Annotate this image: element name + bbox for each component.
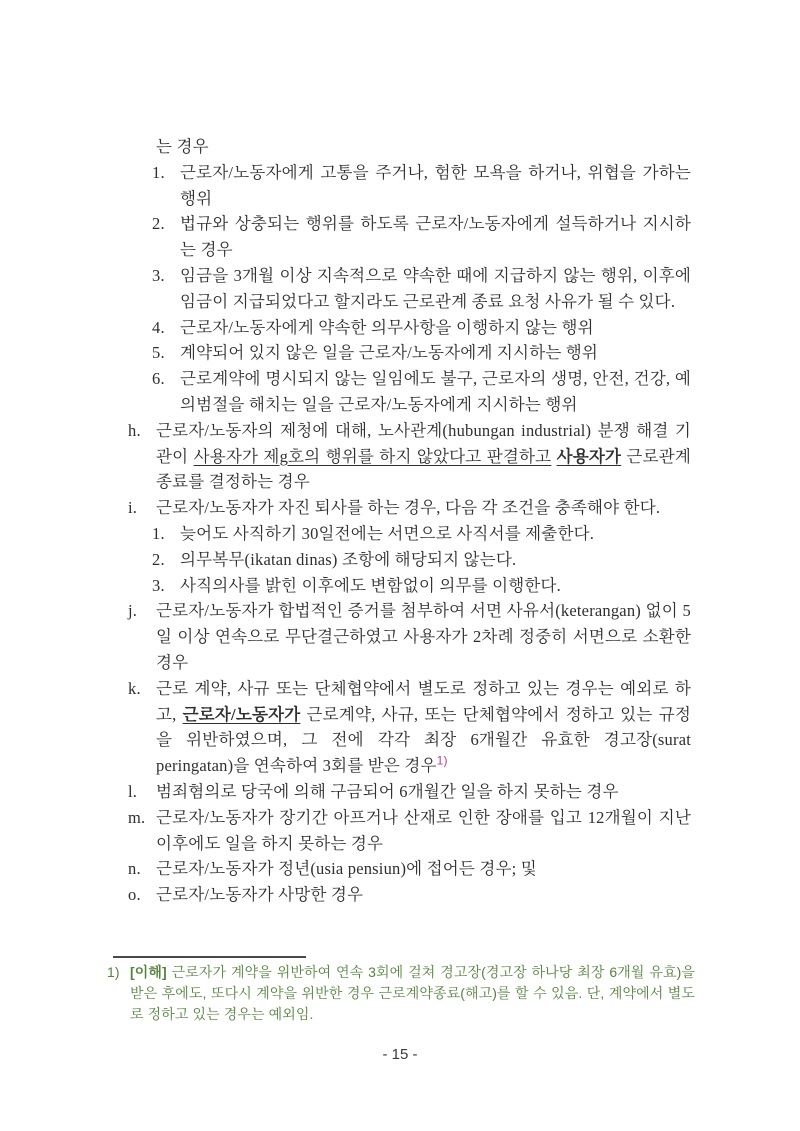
list-item-text: 의무복무(ikatan dinas) 조항에 해당되지 않는다.: [180, 549, 517, 569]
list-item-text: 근로자/노동자에게 고통을 주거나, 험한 모욕을 하거나, 위협을 가하는 행위: [180, 162, 691, 208]
page-number: - 15 -: [382, 1046, 418, 1063]
list-item-text: 범죄혐의로 당국에 의해 구금되어 6개월간 일을 하지 못하는 경우: [156, 781, 619, 801]
list-item-text: 근로자/노동자가 자진 퇴사를 하는 경우, 다음 각 조건을 충족해야 한다.: [156, 498, 661, 518]
list-marker: 6.: [152, 369, 165, 389]
list-item-text: [156, 676, 691, 779]
list-marker: 2.: [152, 549, 165, 569]
list-item-text: 늦어도 사직하기 30일전에는 서면으로 사직서를 제출한다.: [180, 523, 595, 543]
list-item-k: [128, 676, 691, 779]
list-marker: 3.: [152, 265, 165, 285]
list-item-m: [128, 805, 691, 857]
list-item-text: 임금을 3개월 이상 지속적으로 약속한 때에 지급하지 않는 행위, 이후에 임금이 지급되었다고 할지라도 근로관계 종료 요청 사유가 될 수 있다.: [180, 265, 691, 311]
list-marker: 1.: [152, 162, 165, 182]
list-item-o: [128, 882, 691, 908]
list-item-j: [128, 598, 691, 675]
footnote-text: [130, 962, 695, 1025]
list-item-g-2: [152, 211, 691, 263]
list-item-g-5: [152, 340, 691, 366]
list-marker: 5.: [152, 343, 165, 363]
list-item-text: 근로자/노동자가 장기간 아프거나 산재로 인한 장애를 입고 12개월이 지난 이후에도 일을 하지 못하는 경우: [156, 807, 691, 853]
list-marker: 2.: [152, 214, 165, 234]
list-item-i-1: [152, 521, 691, 547]
list-marker: 1.: [152, 523, 165, 543]
list-marker: o.: [128, 885, 141, 905]
list-marker: n.: [128, 859, 141, 879]
list-item-g-4: [152, 315, 691, 341]
text-segment: 근로계약, 사규, 또는 단체협약에서 정하고 있는 규정을 위반하였으며, 그 전에 각각 최장 6개월간 유효한 경고장(surat peringatan)을 연속하여 3회를 받은 경우: [156, 704, 691, 776]
bold-underlined-text: 사용자가: [556, 446, 622, 466]
footnote-separator: [113, 956, 306, 958]
list-item-text: 계약되어 있지 않은 일을 근로자/노동자에게 지시하는 행위: [180, 343, 599, 363]
list-item-i: [128, 495, 691, 521]
text-segment: 근로자가 계약을 위반하여 연속 3회에 걸쳐 경고장(경고장 하나당 최장 6개월 유효)을 받은 후에도, 또다시 계약을 위반한 경우 근로계약종료(해고)를 할 수 있음. 단, 계약에서 별도로 정하고 있는 경우는 예외임.: [130, 964, 695, 1022]
text-segment: 근로자/노동자의 제청에 대해, 노사관계(hubungan industrial) 분쟁 해결 기관이: [156, 420, 691, 466]
list-marker: i.: [128, 498, 138, 518]
list-item-g-1: [152, 160, 691, 212]
list-item-g-3: [152, 263, 691, 315]
footnote-label: [이해]: [130, 964, 167, 980]
list-marker: j.: [128, 601, 138, 621]
footnote-ref: 1): [436, 753, 448, 768]
list-item-text: 근로계약에 명시되지 않는 일임에도 불구, 근로자의 생명, 안전, 건강, 예의범절을 해치는 일을 근로자/노동자에게 지시하는 행위: [180, 369, 691, 414]
list-marker: 4.: [152, 317, 165, 337]
list-item-text: 근로자/노동자가 정년(usia pensiun)에 접어든 경우; 및: [156, 859, 537, 879]
text-segment: 근로 계약, 사규 또는 단체협약에서 별도로 정하고 있는 경우는 예외로 하고,: [156, 678, 691, 724]
footnote-marker: 1): [107, 964, 120, 980]
list-item-h: [128, 418, 691, 495]
list-marker: k.: [128, 678, 141, 698]
list-marker: m.: [128, 807, 146, 827]
list-item-text: 법규와 상충되는 행위를 하도록 근로자/노동자에게 설득하거나 지시하는 경우: [180, 214, 691, 260]
bold-underlined-text: 근로자/노동자가: [182, 704, 301, 724]
list-item-g-6: [152, 366, 691, 418]
footnote: [107, 962, 695, 1025]
list-marker: h.: [128, 420, 141, 440]
text-segment: 근로관계종료를 결정하는 경우: [156, 446, 691, 492]
list-item-text: 사직의사를 밝힌 이후에도 변함없이 의무를 이행한다.: [180, 575, 562, 595]
document-body: [128, 134, 691, 908]
underlined-text: 사용자가 제g호의 행위를 하지 않았다고 판결하고: [193, 446, 552, 466]
list-marker: l.: [128, 781, 138, 801]
list-item-i-3: [152, 573, 691, 599]
list-item-l: [128, 779, 691, 805]
list-item-n: [128, 856, 691, 882]
list-item-text: [156, 418, 691, 495]
list-marker: 3.: [152, 575, 165, 595]
list-item-text: 근로자/노동자에게 약속한 의무사항을 이행하지 않는 행위: [180, 317, 594, 337]
continuation-text: 는 경우: [156, 137, 209, 156]
list-item-i-2: [152, 547, 691, 573]
list-item-text: 근로자/노동자가 사망한 경우: [156, 885, 364, 905]
list-item-text: 근로자/노동자가 합법적인 증거를 첨부하여 서면 사유서(keterangan) 없이 5일 이상 연속으로 무단결근하였고 사용자가 2차례 정중히 서면으로 소환한 경우: [156, 601, 691, 672]
